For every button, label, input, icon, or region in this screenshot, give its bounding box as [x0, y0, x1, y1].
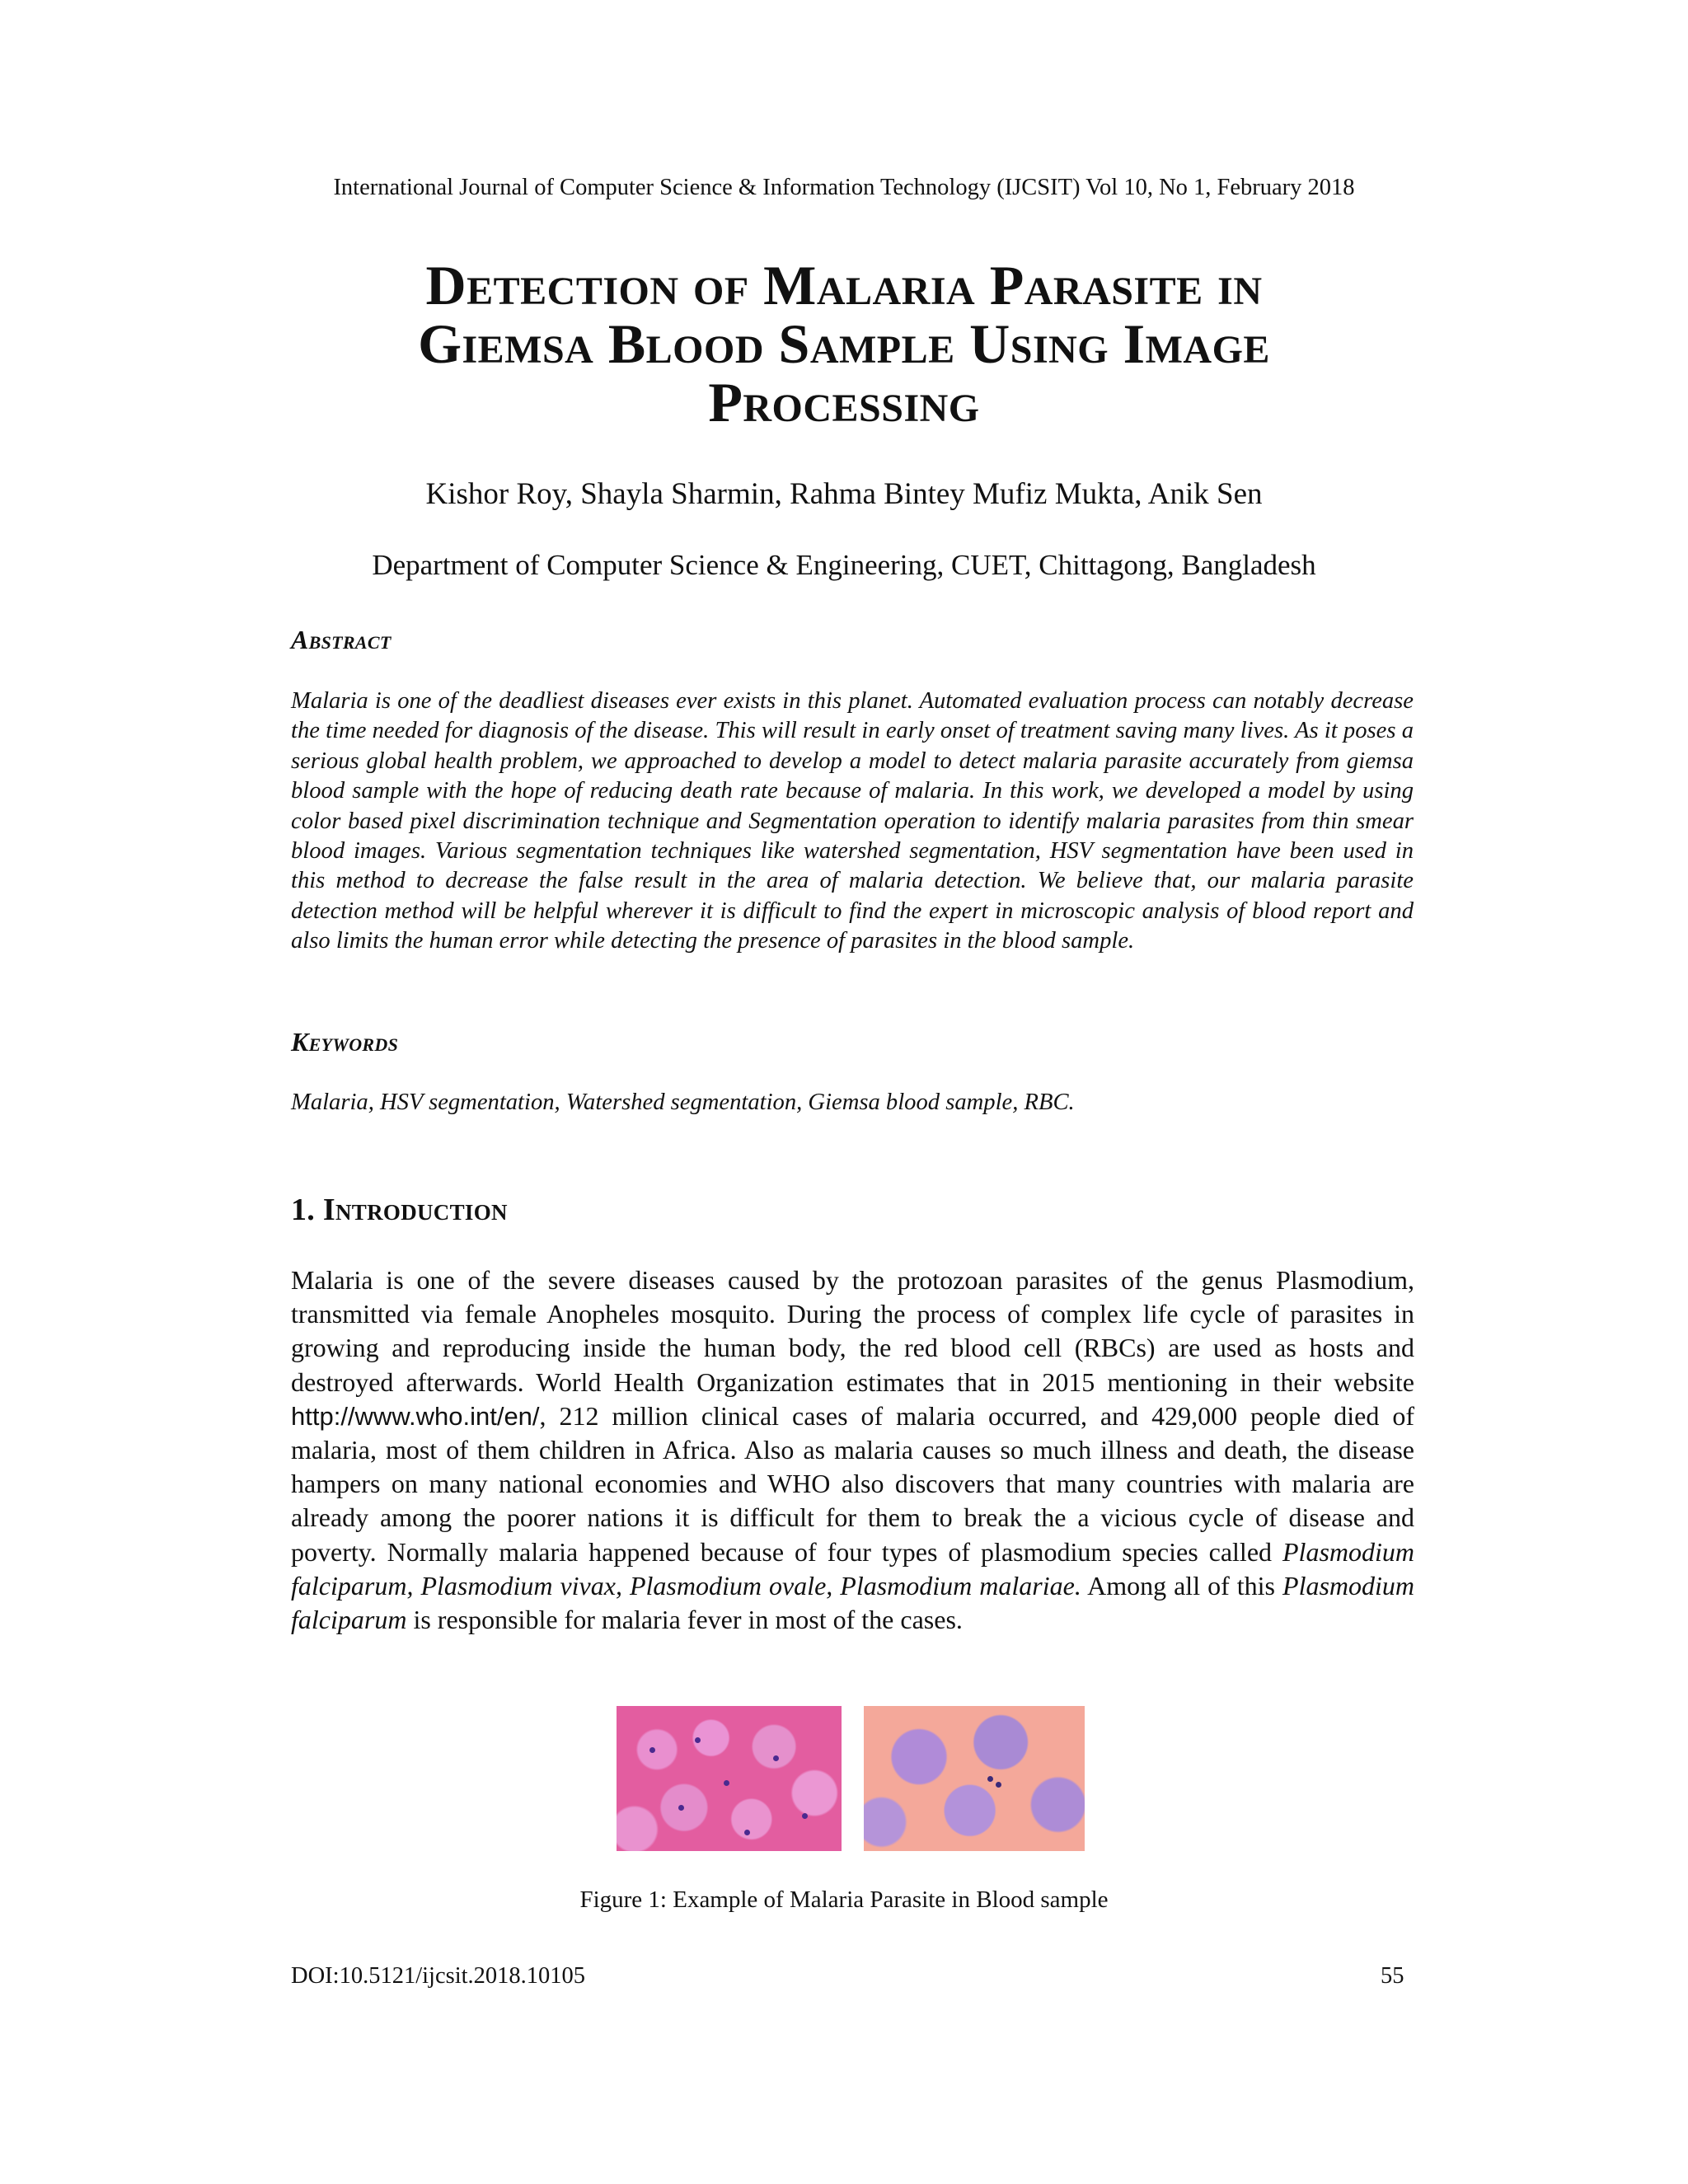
abstract-text: Malaria is one of the deadliest diseases ever exists in this planet. Automated evaluation process can notably decrease the time needed for diagnosis of the disease. This will result in early onset of treatment saving many lives. As it poses a serious global health problem, we approached to develop a model to detect malaria parasite accurately from giemsa blood sample with the hope of reducing death rate because of malaria. In this work, we developed a model by using color based pixel discrimination technique and Segmentation operation to identify malaria parasites from thin smear blood images. Various segmentation techniques like watershed segmentation, HSV segmentation have been used in this method to decrease the false result in the area of malaria detection. We believe that, our malaria parasite detection method will be helpful wherever it is difficult to find the expert in microscopic analysis of blood report and also limits the human error while detecting the presence of parasites in the blood sample. [291, 688, 1414, 954]
affiliation: Department of Computer Science & Engineering, CUET, Chittagong, Bangladesh [372, 549, 1316, 581]
title-line-3: Processing [708, 371, 980, 434]
parasite-dot [987, 1776, 993, 1782]
intro-text-part3: Among all of this [1081, 1570, 1283, 1601]
keywords-heading: Keywords [291, 1027, 399, 1057]
species-list: Plasmodium falciparum, Plasmodium vivax, Plasmodium ovale, Plasmodium malariae. [291, 1536, 1414, 1601]
parasite-dot [996, 1782, 1001, 1788]
paper-title [0, 254, 1688, 434]
who-website-link[interactable]: http://www.who.int/en/ [291, 1401, 540, 1431]
parasite-dot [724, 1780, 729, 1786]
introduction-paragraph [291, 1263, 1414, 1637]
falciparum-name: Plasmodium falciparum [291, 1570, 1415, 1635]
keywords-text: Malaria, HSV segmentation, Watershed segmentation, Giemsa blood sample, RBC. [291, 1090, 1075, 1115]
intro-text-part2: , 212 million clinical cases of malaria occurred, and 429,000 people died of malaria, most of them children in Africa. Also as malaria causes so much illness and death, the disease hampers on many national economies and WHO also discovers that many countries with malaria are already among the poorer nations it is difficult for them to break the a vicious cycle of disease and poverty. Normally malaria happened because of four types of plasmodium species called [291, 1400, 1414, 1567]
parasite-dot [802, 1813, 808, 1819]
blood-sample-image-1 [617, 1706, 842, 1851]
parasite-dot [649, 1747, 655, 1753]
title-line-2: Giemsa Blood Sample Using Image [418, 312, 1270, 375]
journal-header: International Journal of Computer Science & Information Technology (IJCSIT) Vol 10, No 1, February 2018 [333, 175, 1355, 200]
parasite-dot [678, 1805, 684, 1811]
intro-text-part4: is responsible for malaria fever in most of the cases. [406, 1605, 963, 1635]
parasite-dot [695, 1737, 701, 1743]
intro-text-part1: Malaria is one of the severe diseases caused by the protozoan parasites of the genus Plasmodium, transmitted via female Anopheles mosquito. During the process of complex life cycle of parasites in growing and reproducing inside the human body, the red blood cell (RBCs) are used as hosts and destroyed afterwards. World Health Organization estimates that in 2015 mentioning in their website [291, 1265, 1414, 1397]
page-number: 55 [1381, 1963, 1404, 1989]
introduction-heading: 1. Introduction [291, 1193, 508, 1227]
author-list: Kishor Roy, Shayla Sharmin, Rahma Bintey Mufiz Mukta, Anik Sen [425, 477, 1263, 511]
title-line-1: Detection of Malaria Parasite in [425, 254, 1263, 316]
abstract-heading: Abstract [291, 625, 392, 654]
blood-sample-image-2 [864, 1706, 1085, 1851]
parasite-dot [773, 1755, 779, 1761]
parasite-dot [744, 1830, 750, 1835]
figure-caption: Figure 1: Example of Malaria Parasite in Blood sample [579, 1886, 1109, 1913]
doi-footer: DOI:10.5121/ijcsit.2018.10105 [291, 1963, 586, 1989]
